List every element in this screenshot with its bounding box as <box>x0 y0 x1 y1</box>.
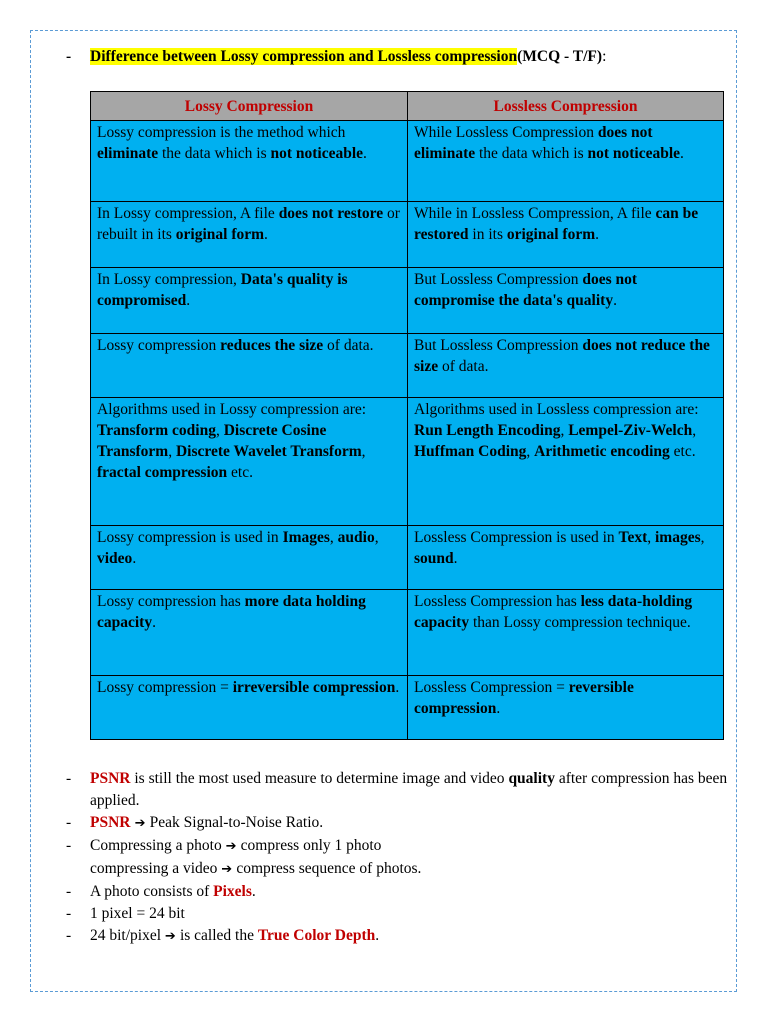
text-run: Lossy compression has <box>97 593 245 610</box>
table-row <box>91 398 724 526</box>
list-item <box>66 768 730 812</box>
cell-lossless <box>408 676 724 740</box>
comparison-table <box>90 91 724 740</box>
bold-term: original form <box>506 226 596 243</box>
section-heading <box>66 48 606 66</box>
text-run: the data which is <box>158 145 271 162</box>
text-run: . <box>496 700 501 717</box>
text-run: Lossy compression <box>97 337 221 354</box>
bold-term: less data-holding capacity <box>414 593 693 631</box>
text-run: . <box>132 550 137 567</box>
list-item <box>66 835 730 858</box>
bold-term: does not reduce the size <box>414 337 710 375</box>
bullet-dash: - <box>66 770 72 787</box>
bold-term: not noticeable <box>587 145 681 162</box>
list-item <box>66 812 730 835</box>
bullet-text <box>90 881 730 903</box>
bullet-list <box>66 768 730 948</box>
table-row <box>91 334 724 398</box>
cell-lossy <box>91 526 408 590</box>
bold-term: audio <box>337 529 375 546</box>
text-run: . <box>264 226 268 243</box>
text-run: than Lossy compression technique. <box>469 614 691 631</box>
keyword-highlight: PSNR <box>90 770 131 787</box>
text-run: etc. <box>669 443 696 460</box>
text-run: , <box>374 529 379 546</box>
text-run: , <box>700 529 705 546</box>
cell-lossy <box>91 590 408 676</box>
text-run: . <box>186 292 191 309</box>
bullet-text <box>90 768 730 812</box>
text-run: is still the most used measure to determine image and video <box>130 770 509 787</box>
bold-term: sound <box>414 550 454 567</box>
bullet-text <box>90 858 730 881</box>
bold-term: can be restored <box>414 205 699 243</box>
text-run: 24 bit/pixel <box>90 927 165 944</box>
text-run: , <box>215 422 224 439</box>
text-run: Lossless Compression = <box>414 679 569 696</box>
arrow-icon: ➔ <box>221 862 237 877</box>
cell-lossless <box>408 202 724 268</box>
cell-lossless <box>408 268 724 334</box>
text-run: . <box>251 883 256 900</box>
text-run: compress only 1 photo <box>240 837 382 854</box>
bullet-text <box>90 903 730 925</box>
cell-lossless <box>408 334 724 398</box>
text-run: . <box>375 927 380 944</box>
arrow-icon: ➔ <box>130 816 150 831</box>
bold-term: does not compromise the data's quality <box>414 271 638 309</box>
bold-term: eliminate <box>97 145 159 162</box>
bold-term: images <box>655 529 701 546</box>
text-run: etc. <box>227 464 253 481</box>
text-run: . <box>395 679 400 696</box>
bold-term: Transform coding <box>97 422 216 439</box>
text-run: Lossless Compression has <box>414 593 581 610</box>
table-row <box>91 268 724 334</box>
cell-lossy <box>91 398 408 526</box>
bullet-dash <box>66 858 90 881</box>
bullet-dash: - <box>66 927 72 944</box>
text-run: Lossless Compression is used in <box>414 529 619 546</box>
keyword-highlight: Pixels <box>213 883 252 900</box>
bullet-dash: - <box>66 883 72 900</box>
cell-lossless <box>408 398 724 526</box>
bold-term: fractal compression <box>97 464 228 481</box>
header-lossy: Lossy Compression <box>91 92 408 121</box>
table-row <box>91 590 724 676</box>
text-run: , <box>560 422 569 439</box>
text-run: . <box>152 614 156 631</box>
bold-term: Arithmetic encoding <box>534 443 670 460</box>
text-run: compressing a video <box>90 860 222 877</box>
bold-term: quality <box>508 770 555 787</box>
bullet-dash: - <box>66 905 72 922</box>
text-run: the data which is <box>475 145 588 162</box>
list-item <box>66 903 730 925</box>
cell-lossless <box>408 121 724 202</box>
arrow-icon: ➔ <box>225 839 241 854</box>
bold-term: does not eliminate <box>414 124 653 162</box>
text-run: Algorithms used in Lossless compression are: <box>414 401 699 418</box>
text-run: , <box>361 443 366 460</box>
cell-lossy <box>91 334 408 398</box>
cell-lossy <box>91 202 408 268</box>
text-run: . <box>613 292 617 309</box>
text-run: Lossy compression is the method which <box>97 124 346 141</box>
bullet-dash: - <box>66 837 72 854</box>
text-run: of data. <box>323 337 374 354</box>
bold-term: video <box>97 550 133 567</box>
bold-term: Lempel-Ziv-Welch <box>568 422 693 439</box>
text-run: But Lossless Compression <box>414 337 583 354</box>
bold-term: Run Length Encoding <box>414 422 561 439</box>
text-run: . <box>595 226 599 243</box>
bold-term: irreversible compression <box>232 679 396 696</box>
cell-lossless <box>408 590 724 676</box>
text-run: in its <box>468 226 507 243</box>
heading-suffix: (MCQ - T/F) <box>517 48 603 65</box>
bold-term: Text <box>618 529 648 546</box>
list-item <box>66 925 730 948</box>
heading-highlighted-text: Difference between Lossy compression and Lossless compression <box>90 48 518 65</box>
bullet-text <box>90 835 730 858</box>
text-run: In Lossy compression, A file <box>97 205 279 222</box>
heading-colon: : <box>602 48 607 65</box>
text-run: Lossy compression = <box>97 679 233 696</box>
text-run: , <box>329 529 338 546</box>
table-row <box>91 676 724 740</box>
text-run: , <box>526 443 535 460</box>
arrow-icon: ➔ <box>164 929 180 944</box>
bold-term: does not restore <box>278 205 384 222</box>
text-run: , <box>168 443 176 460</box>
text-run: But Lossless Compression <box>414 271 583 288</box>
text-run: Peak Signal-to-Noise Ratio. <box>149 814 324 831</box>
bullet-text <box>90 925 730 948</box>
list-item <box>66 881 730 903</box>
cell-lossy <box>91 268 408 334</box>
text-run: Compressing a photo <box>90 837 226 854</box>
table-body <box>91 121 724 740</box>
text-run: . <box>453 550 458 567</box>
text-run: , <box>647 529 655 546</box>
table-row <box>91 121 724 202</box>
keyword-highlight: True Color Depth <box>257 927 376 944</box>
bold-term: not noticeable <box>270 145 364 162</box>
text-run: , <box>692 422 697 439</box>
bold-term: original form <box>175 226 265 243</box>
bold-term: more data holding capacity <box>97 593 366 631</box>
text-run: compress sequence of photos. <box>236 860 422 877</box>
text-run: Algorithms used in Lossy compression are: <box>97 401 367 418</box>
text-run: is called the <box>179 927 258 944</box>
bold-term: reduces the size <box>220 337 324 354</box>
text-run: after compression has been applied. <box>90 770 728 809</box>
table-row <box>91 526 724 590</box>
text-run: While Lossless Compression <box>414 124 598 141</box>
text-run: . <box>680 145 684 162</box>
text-run: While in Lossless Compression, A file <box>414 205 656 222</box>
keyword-highlight: PSNR <box>90 814 131 831</box>
table-header-row <box>91 92 724 121</box>
cell-lossy <box>91 121 408 202</box>
text-run: Lossy compression is used in <box>97 529 283 546</box>
bold-term: Discrete Cosine Transform <box>97 422 327 460</box>
table-row <box>91 202 724 268</box>
bullet-dash: - <box>66 814 72 831</box>
cell-lossy <box>91 676 408 740</box>
list-item <box>66 858 730 881</box>
bold-term: Images <box>282 529 330 546</box>
text-run: . <box>363 145 367 162</box>
text-run: or rebuilt in its <box>97 205 400 243</box>
bold-term: Data's quality is compromised <box>97 271 348 309</box>
heading-dash: - <box>66 48 72 65</box>
bold-term: reversible compression <box>414 679 634 717</box>
header-lossless: Lossless Compression <box>408 92 724 121</box>
bold-term: Huffman Coding <box>414 443 527 460</box>
text-run: A photo consists of <box>90 883 214 900</box>
text-run: In Lossy compression, <box>97 271 241 288</box>
text-run: 1 pixel = 24 bit <box>90 905 185 922</box>
cell-lossless <box>408 526 724 590</box>
bold-term: Discrete Wavelet Transform <box>175 443 362 460</box>
bullet-text <box>90 812 730 835</box>
text-run: of data. <box>438 358 489 375</box>
